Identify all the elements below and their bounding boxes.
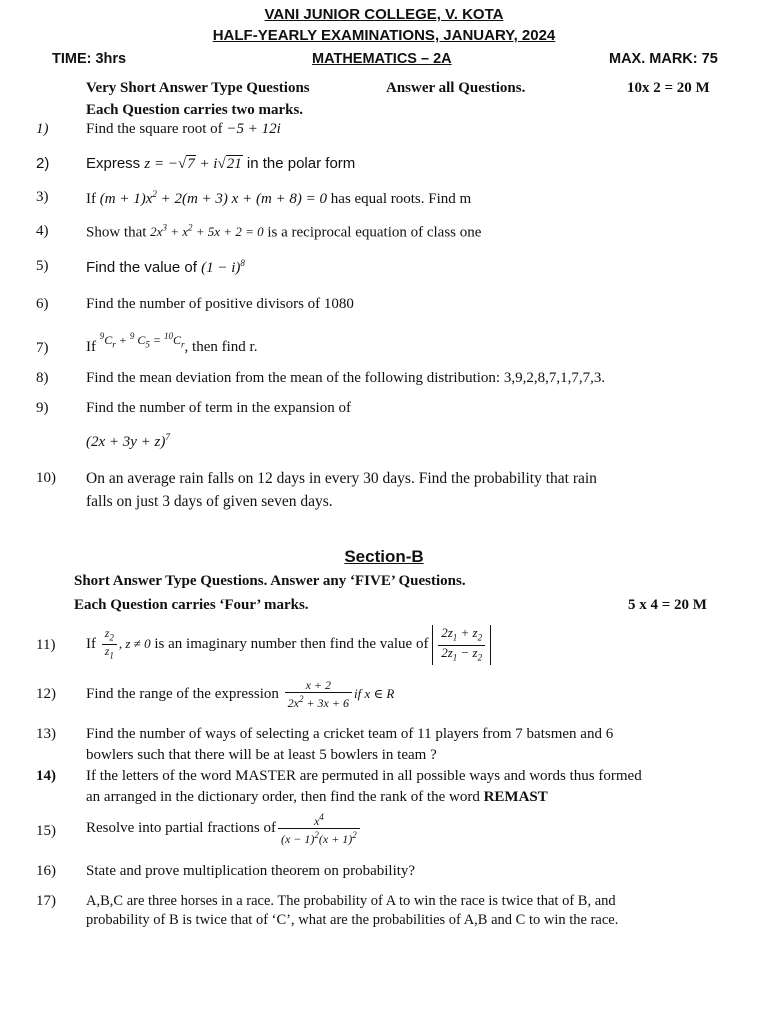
question-5: Find the value of $(1 - i)^8$ [86,258,245,276]
college-name: VANI JUNIOR COLLEGE, V. KOTA [264,6,504,23]
question-1: Find the square root of −5 + 12i [86,121,281,137]
question-number: 13) [36,726,56,742]
question-number: 8) [36,370,49,386]
question-2: Express z = −√7 + i√21 in the polar form [86,155,356,172]
question-15: Resolve into partial fractions of $\frac{x^4}{(x - 1)^2(x + 1)^2}$ [86,806,362,850]
time-label: TIME: 3hrs [52,51,127,67]
question-number: 11) [36,637,56,653]
section-b-title: Short Answer Type Questions. Answer any ‘FIVE’ Questions. [74,573,466,589]
question-9-expression: $(2x + 3y + z)^7$ [86,432,170,450]
question-number: 12) [36,686,56,702]
section-a-title: Very Short Answer Type Questions [86,80,310,96]
section-b-marks: 5 x 4 = 20 M [628,597,707,613]
exam-title: HALF-YEARLY EXAMINATIONS, JANUARY, 2024 [212,27,556,44]
question-12: Find the range of the expression $\frac{x + 2}{2x^2 + 3x + 6}$ if x ∈ R [86,678,395,711]
question-number: 7) [36,340,49,356]
question-11: If $\frac{z_2}{z_1}$ , z ≠ 0 is an imaginary number then find the value of $\frac{2z_1 + z_2}{2z_1 - z_2}$ [86,624,491,665]
question-number: 2) [36,155,50,172]
max-mark-label: MAX. MARK: 75 [609,51,718,67]
question-number: 5) [36,258,49,274]
question-number: 4) [36,223,49,239]
question-13-line2: bowlers such that there will be at least 5 bowlers in team ? [86,747,437,763]
section-a-instruction: Answer all Questions. [386,80,526,96]
question-number: 16) [36,863,56,879]
question-number: 10) [36,470,56,486]
section-b-each: Each Question carries ‘Four’ marks. [74,597,309,613]
question-6: Find the number of positive divisors of 1080 [86,296,354,312]
question-number: 1) [36,121,49,137]
section-a-marks: 10x 2 = 20 M [627,80,710,96]
question-number: 14) [36,768,56,784]
question-17-line2: probability of B is twice that of ‘C’, what are the probabilities of A,B and C to win the race. [86,912,619,928]
question-17: A,B,C are three horses in a race. The probability of A to win the race is twice that of B, and [86,893,616,909]
question-number: 6) [36,296,49,312]
question-10: On an average rain falls on 12 days in every 30 days. Find the probability that rain [86,470,597,487]
question-16: State and prove multiplication theorem on probability? [86,863,416,879]
question-13: Find the number of ways of selecting a cricket team of 11 players from 7 batsmen and 6 [86,726,614,742]
question-10-line2: falls on just 3 days of given seven days. [86,493,333,510]
question-14-line2: an arranged in the dictionary order, then find the rank of the word REMAST [86,789,548,805]
section-b-heading: Section-B [344,547,424,566]
question-14: If the letters of the word MASTER are permuted in all possible ways and words thus formed [86,768,642,784]
question-number: 9) [36,400,49,416]
question-9: Find the number of term in the expansion of [86,400,351,416]
question-number: 15) [36,823,56,839]
subject-label: MATHEMATICS – 2A [312,51,452,67]
section-a-each: Each Question carries two marks. [86,102,304,118]
question-number: 17) [36,893,56,909]
question-3: If $(m + 1)x^2 + 2(m + 3)$ x + (m + 8) = 0 has equal roots. Find m [86,189,472,207]
question-4: Show that $2x^3 + x^2 + 5x + 2 = 0$ is a reciprocal equation of class one [86,223,482,241]
question-8: Find the mean deviation from the mean of the following distribution: 3,9,2,8,7,1,7,7,3. [86,370,606,386]
question-7: If $^{^9C_r + ^9 C_5 = ^{10}C_r}$, then find r. [86,331,258,355]
question-number: 3) [36,189,49,205]
